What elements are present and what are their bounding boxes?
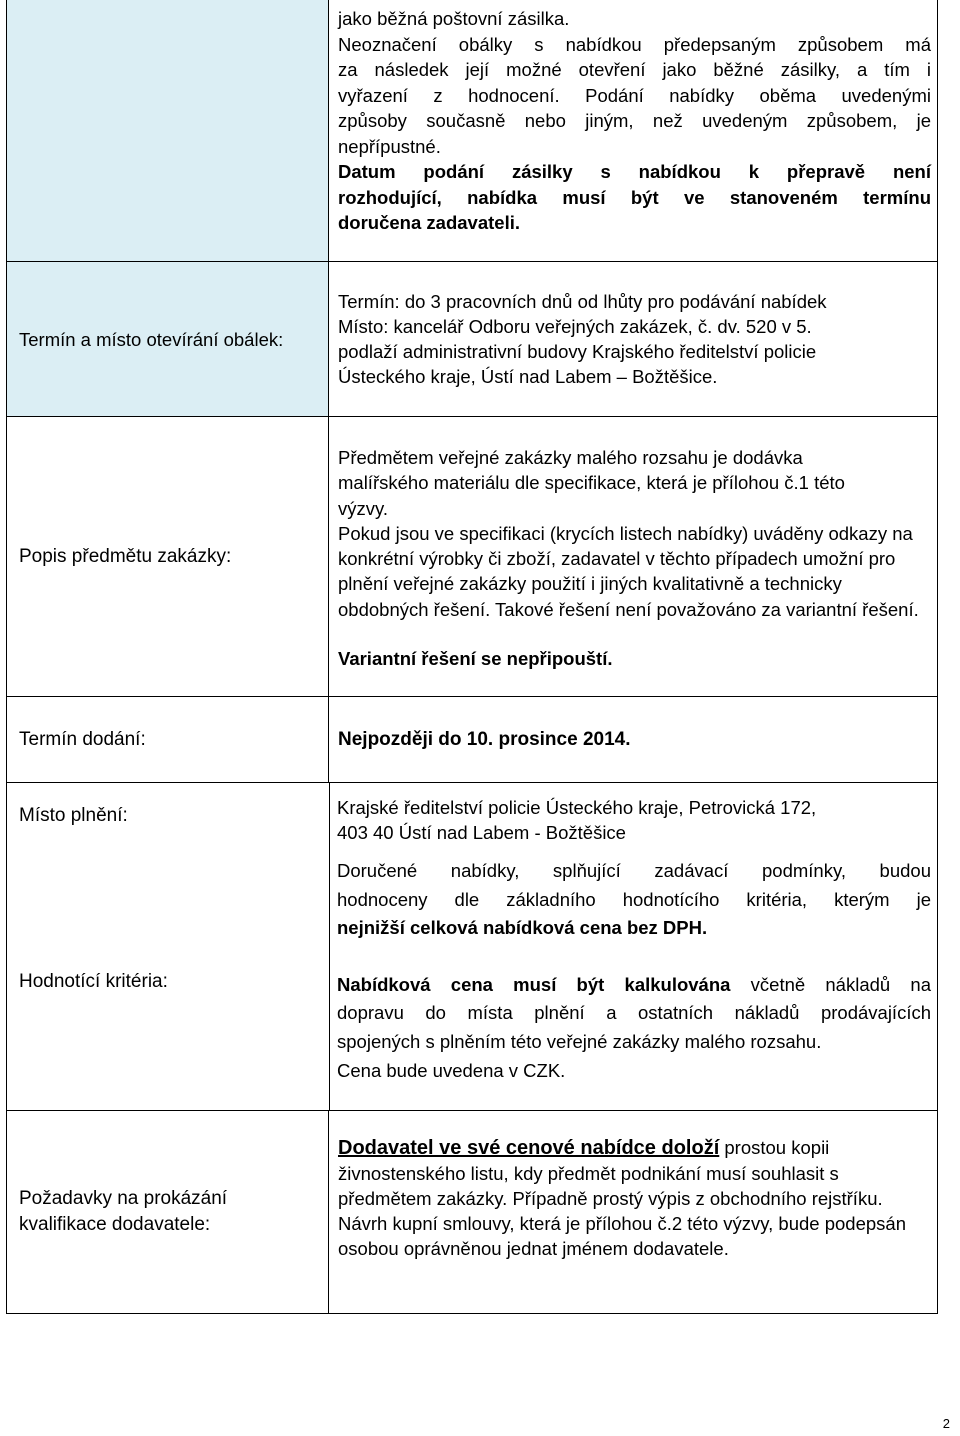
column-divider: [329, 783, 330, 1110]
row-qualification: [6, 1111, 938, 1314]
submission-bold-line: Datum podání zásilky s nabídkou k přepravě není: [338, 161, 931, 182]
qualification-lead-text: Dodavatel ve své cenové nabídce doloží: [338, 1137, 720, 1159]
qualification-rest: prostou kopii živnostenského listu, kdy předmět podnikání musí souhlasit s předmětem zakázky. Případně prostý výpis z obchodního rejstříku.: [338, 1137, 883, 1209]
place-label: Místo plnění:: [19, 805, 128, 826]
submission-line: nepřípustné.: [338, 135, 441, 157]
subject-para-2: Pokud jsou ve specifikaci (krycích listech nabídky) uváděny odkazy na konkrétní výrobky či zboží, zadavatel v těchto případech umožní pro plnění veřejné zakázky použití i jiných kvalitativně a technicky obdobných řešení. Takové řešení není považováno za variantní řešení.: [338, 522, 919, 620]
submission-line: za následek její možné otevření jako běžné zásilky, a tím i: [338, 59, 931, 80]
row-delivery: [6, 697, 938, 783]
delivery-label: [7, 697, 329, 782]
criteria-p2-line2: dopravu do místa plnění a ostatních nákladů prodávajících: [337, 1002, 931, 1024]
delivery-label-text: Termín dodání:: [19, 729, 146, 750]
subject-variant: Variantní řešení se nepřipouští.: [338, 648, 613, 670]
opening-value-cell: [329, 262, 937, 416]
criteria-p1-bold: nejnižší celková nabídková cena bez DPH.: [337, 917, 708, 939]
place-value: : kancelář Odboru veřejných zakázek, č. dv. 520 v 5.: [383, 316, 812, 337]
subject-para-1: Předmětem veřejné zakázky malého rozsahu je dodávka malířského materiálu dle specifikace, která je přílohou č.1 této výzvy.: [338, 447, 845, 519]
opening-line-4: Ústeckého kraje, Ústí nad Labem – Božtěšice.: [338, 366, 718, 387]
place-label: Místo: [338, 316, 384, 337]
qualification-para-2: Návrh kupní smlouvy, která je přílohou č.2 této výzvy, bude podepsán osobou oprávněnou jednat jménem dodavatele.: [338, 1213, 906, 1259]
qualification-label-text: Požadavky na prokázání kvalifikace dodavatele:: [19, 1188, 228, 1235]
subject-value-cell: [329, 417, 937, 696]
delivery-value: Nejpozději do 10. prosince 2014.: [338, 729, 631, 750]
opening-term-line: [338, 289, 931, 314]
criteria-p2-rest: včetně nákladů na: [730, 973, 931, 995]
qualification-label: [7, 1111, 329, 1313]
submission-bold-line: doručena zadavateli.: [338, 212, 520, 233]
criteria-p1-line2: hodnoceny dle základního hodnotícího kritéria, kterým je: [337, 888, 931, 910]
row-opening: [6, 262, 938, 417]
criteria-p2-line4: Cena bude uvedena v CZK.: [337, 1059, 566, 1081]
place-line-2: 403 40 Ústí nad Labem - Božtěšice: [337, 822, 626, 843]
criteria-p2-line1: [337, 971, 931, 1000]
document-table: [6, 0, 938, 1314]
criteria-label: Hodnotící kritéria:: [19, 971, 168, 992]
submission-line: Neoznačení obálky s nabídkou předepsaným způsobem má: [338, 33, 931, 55]
row-submission-continued: [6, 0, 938, 262]
subject-label: [7, 417, 329, 696]
submission-line: jako běžná poštovní zásilka.: [338, 8, 570, 29]
place-value-cell: [337, 795, 931, 845]
criteria-p2-bold: Nabídková cena musí být kalkulována: [337, 973, 731, 995]
row-subject: [6, 417, 938, 697]
qualification-value-cell: [329, 1111, 937, 1313]
opening-label-text: Termín a místo otevírání obálek:: [19, 328, 284, 350]
qualification-para-1: [338, 1135, 917, 1211]
criteria-p2-line3: spojených s plněním této veřejné zakázky malého rozsahu.: [337, 1030, 822, 1052]
criteria-p1-line1: Doručené nabídky, splňující zadávací podmínky, budou: [337, 860, 931, 881]
term-value: : do 3 pracovních dnů od lhůty pro podávání nabídek: [394, 291, 827, 312]
delivery-value-cell: [329, 697, 937, 782]
opening-line-3: podlaží administrativní budovy Krajského ředitelství policie: [338, 341, 817, 362]
opening-label: [7, 262, 329, 416]
place-line-1: Krajské ředitelství policie Ústeckého kraje, Petrovická 172,: [337, 797, 817, 818]
submission-bold-line: rozhodující, nabídka musí být ve stanoveném termínu: [338, 186, 931, 208]
page-number: 2: [942, 1416, 950, 1431]
submission-line: vyřazení z hodnocení. Podání nabídky oběma uvedenými: [338, 84, 931, 106]
qualification-lead: [338, 1137, 719, 1159]
submission-text-cell: [329, 0, 937, 261]
opening-place-line: [338, 314, 931, 339]
subject-label-text: Popis předmětu zakázky:: [19, 546, 232, 567]
submission-line: způsoby současně nebo jiným, než uvedeným způsobem, je: [338, 110, 931, 131]
row-place-criteria: [6, 783, 938, 1111]
criteria-value-cell: [337, 857, 931, 1085]
label-cell-empty: [7, 0, 329, 261]
term-label: Termín: [338, 291, 395, 312]
